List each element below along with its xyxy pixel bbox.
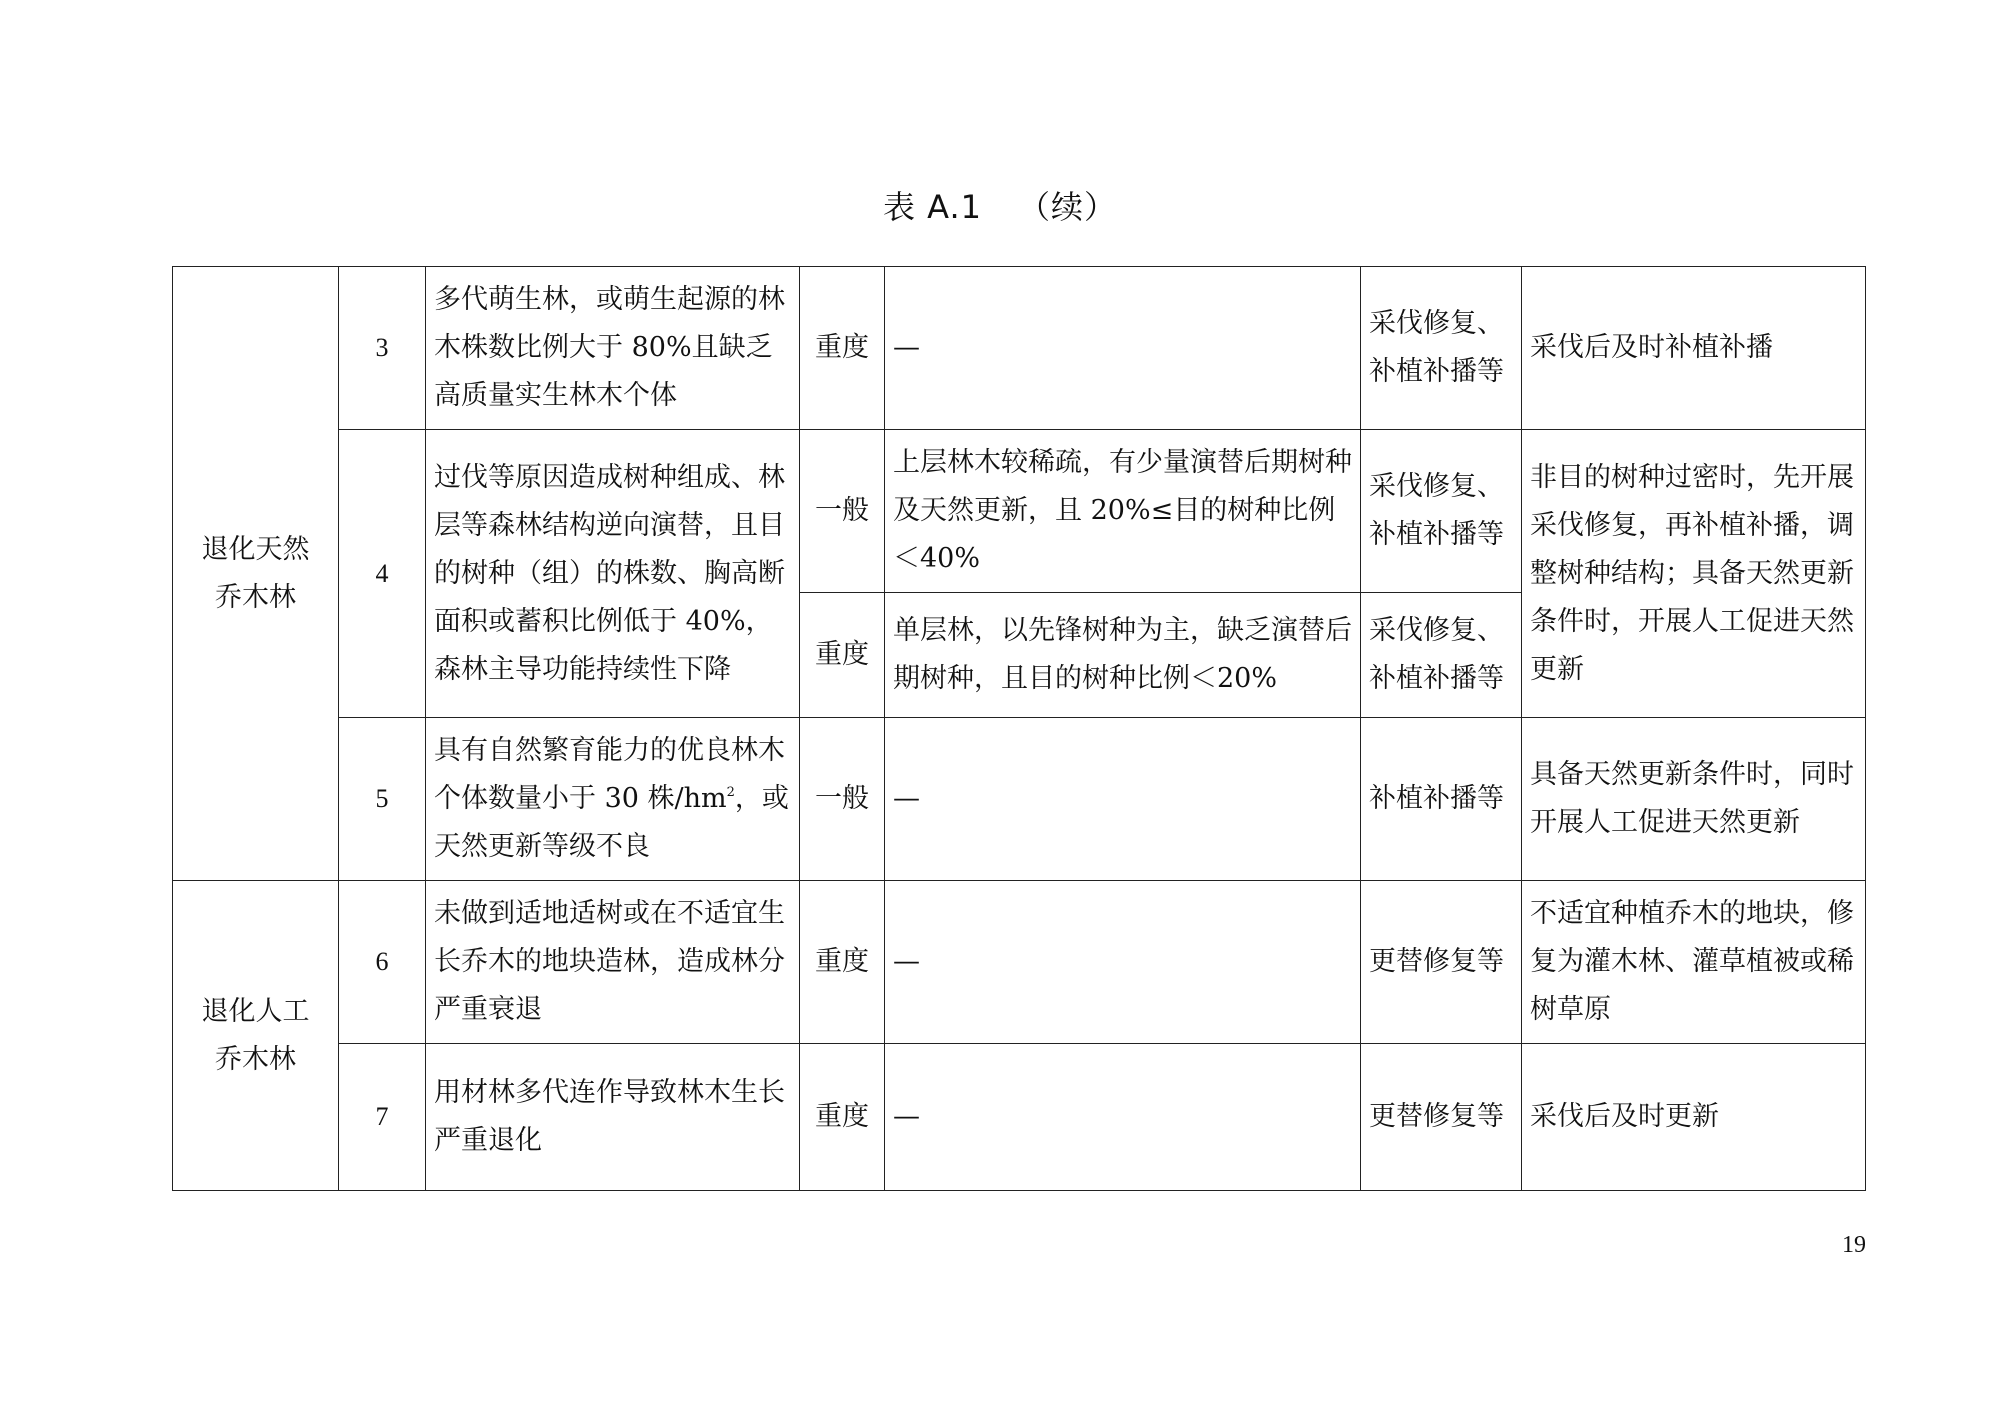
level-cell: 重度: [800, 881, 885, 1044]
description-cell: —: [885, 718, 1361, 881]
condition-text-tail: ，或天然更新等级不良: [434, 783, 789, 862]
degradation-table: [172, 266, 1866, 1191]
condition-cell: 过伐等原因造成树种组成、林层等森林结构逆向演替，且目的树种（组）的株数、胸高断面积或蓄积比例低于 40%，森林主导功能持续性下降: [426, 430, 800, 718]
page-number: 19: [1842, 1232, 1866, 1258]
measure-cell: 采伐修复、补植补播等: [1361, 593, 1522, 718]
table-title-suffix: （续）: [1018, 188, 1118, 226]
condition-text: 具有自然繁育能力的优良林木个体数量小于 30 株/hm: [434, 735, 785, 814]
condition-cell: [426, 718, 800, 881]
table-row: [173, 267, 1866, 430]
description-cell: 上层林木较稀疏，有少量演替后期树种及天然更新，且 20%≤目的树种比例＜40%: [885, 430, 1361, 593]
category-name-line1: 退化天然: [201, 533, 310, 565]
measure-cell: 更替修复等: [1361, 881, 1522, 1044]
row-number: 5: [339, 718, 426, 881]
note-cell: 非目的树种过密时，先开展采伐修复，再补植补播，调整树种结构；具备天然更新条件时，开展人工促进天然更新: [1522, 430, 1866, 718]
condition-cell: 未做到适地适树或在不适宜生长乔木的地块造林，造成林分严重衰退: [426, 881, 800, 1044]
level-cell: 重度: [800, 593, 885, 718]
table-row: [173, 1044, 1866, 1191]
category-name-line2: 乔木林: [215, 1043, 296, 1075]
condition-cell: 用材林多代连作导致林木生长严重退化: [426, 1044, 800, 1191]
note-cell: 不适宜种植乔木的地块，修复为灌木林、灌草植被或稀树草原: [1522, 881, 1866, 1044]
table-title: [0, 182, 2000, 228]
condition-cell: 多代萌生林，或萌生起源的林木株数比例大于 80%且缺乏高质量实生林木个体: [426, 267, 800, 430]
note-cell: 采伐后及时更新: [1522, 1044, 1866, 1191]
category-cell: [173, 881, 339, 1191]
measure-cell: 更替修复等: [1361, 1044, 1522, 1191]
table-row: [173, 718, 1866, 881]
description-cell: —: [885, 881, 1361, 1044]
level-cell: 一般: [800, 430, 885, 593]
category-cell: [173, 267, 339, 881]
level-cell: 重度: [800, 267, 885, 430]
level-cell: 重度: [800, 1044, 885, 1191]
table-title-label: 表 A.1: [882, 188, 983, 226]
description-cell: —: [885, 267, 1361, 430]
measure-cell: 采伐修复、补植补播等: [1361, 430, 1522, 593]
description-cell: —: [885, 1044, 1361, 1191]
unit-superscript: 2: [726, 785, 735, 800]
measure-cell: 补植补播等: [1361, 718, 1522, 881]
level-cell: 一般: [800, 718, 885, 881]
category-name-line2: 乔木林: [215, 581, 296, 613]
note-cell: 采伐后及时补植补播: [1522, 267, 1866, 430]
note-cell: 具备天然更新条件时，同时开展人工促进天然更新: [1522, 718, 1866, 881]
row-number: 4: [339, 430, 426, 718]
row-number: 7: [339, 1044, 426, 1191]
row-number: 6: [339, 881, 426, 1044]
description-cell: 单层林，以先锋树种为主，缺乏演替后期树种，且目的树种比例＜20%: [885, 593, 1361, 718]
measure-cell: 采伐修复、补植补播等: [1361, 267, 1522, 430]
table-row: [173, 881, 1866, 1044]
row-number: 3: [339, 267, 426, 430]
category-name-line1: 退化人工: [201, 995, 310, 1027]
table-row: [173, 430, 1866, 593]
